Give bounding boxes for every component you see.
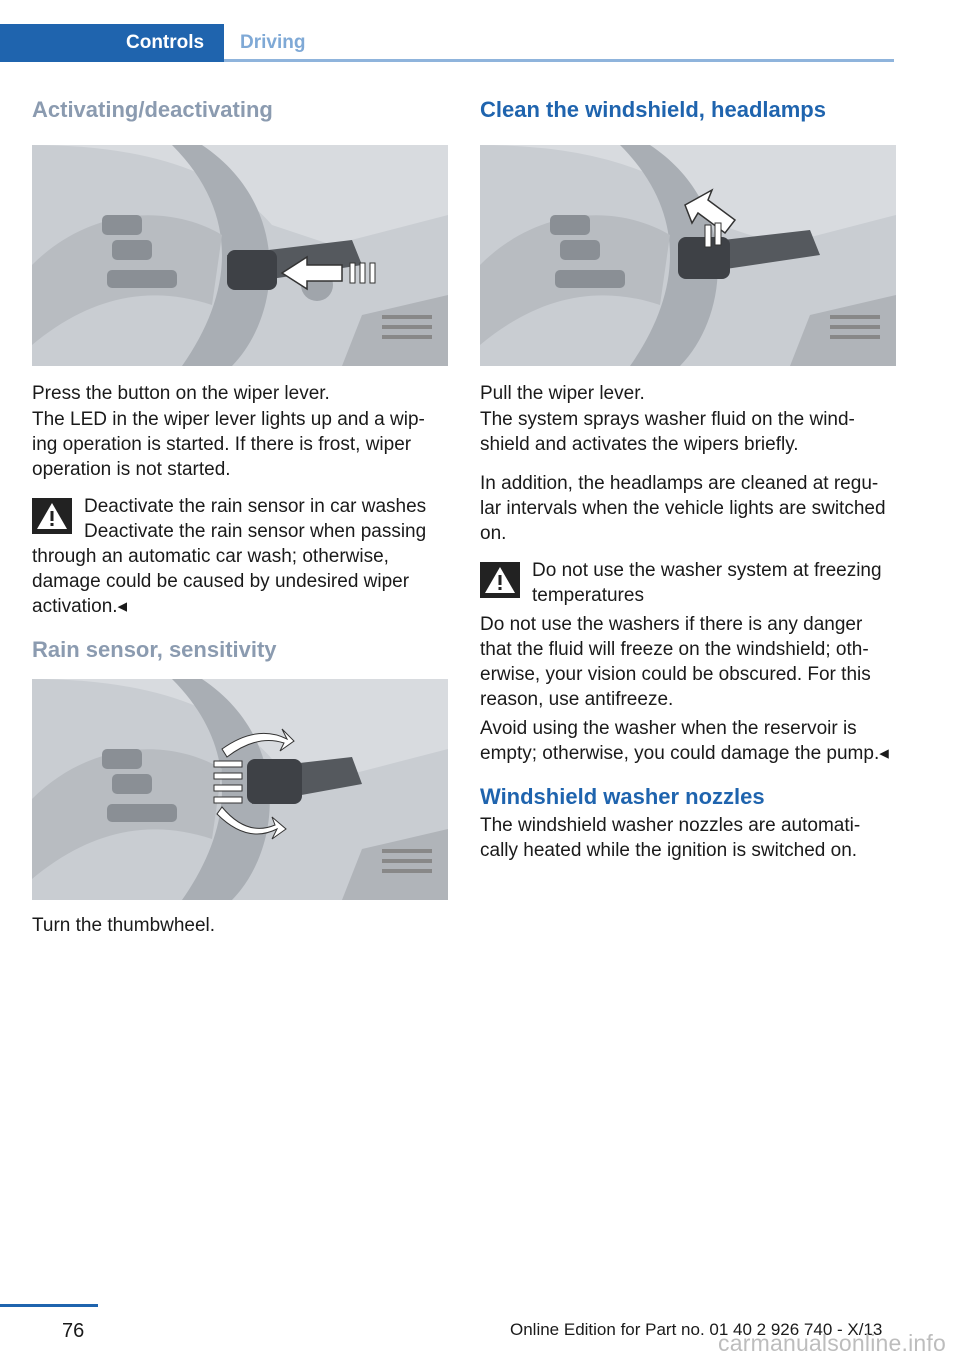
heading-clean-windshield: Clean the windshield, headlamps: [480, 97, 826, 122]
footer-rule: [0, 1304, 98, 1307]
watermark: carmanualsonline.info: [718, 1330, 946, 1356]
header-rule: [224, 59, 894, 62]
warning-body-reservoir: Avoid using the washer when the reservoir is empty; otherwise, you could damage the pump.◂: [480, 718, 889, 764]
warning-triangle-icon: [480, 562, 520, 598]
warning-freezing: [480, 558, 896, 608]
edition-note: Online Edition for Part no. 01 40 2 926 740 - X/13: [510, 1320, 883, 1339]
para-pull-lever: Pull the wiper lever.: [480, 383, 645, 404]
heading-washer-nozzles: Windshield washer nozzles: [480, 784, 765, 809]
para-press-button: Press the button on the wiper lever.: [32, 383, 330, 404]
warning-body-freeze: Do not use the washers if there is any danger that the fluid will freeze on the windshield; oth-erwise, your vision could be obscured. For this reason, use antifreeze.: [480, 614, 871, 710]
warning-title: Do not use the washer system at freezing temperatures: [532, 560, 882, 606]
header-tabs: [0, 24, 894, 62]
para-thumbwheel: Turn the thumbwheel.: [32, 915, 216, 936]
warning-car-wash: [32, 494, 448, 619]
right-column: [480, 96, 896, 863]
wiper-button-image: [32, 145, 448, 366]
left-column: [32, 96, 448, 938]
para-sprays: The system sprays washer fluid on the wind-shield and activates the wipers briefly.: [480, 409, 855, 455]
warning-title: Deactivate the rain sensor in car washes: [84, 496, 427, 517]
thumbwheel-image: [32, 679, 448, 900]
para-headlamps: In addition, the headlamps are cleaned at regu-lar intervals when the vehicle lights are switched on.: [480, 473, 886, 544]
heading-rain-sensor: Rain sensor, sensitivity: [32, 637, 277, 662]
warning-body: Deactivate the rain sensor when passing through an automatic car wash; otherwise, damage could be caused by undesired wiper activation.◂: [32, 521, 427, 617]
warning-triangle-icon: [32, 498, 72, 534]
heading-activating: Activating/deactivating: [32, 97, 273, 122]
tab-driving[interactable]: Driving: [240, 32, 306, 53]
para-led: The LED in the wiper lever lights up and a wip-ing operation is started. If there is frost, wiper operation is not started.: [32, 409, 425, 480]
para-nozzles: The windshield washer nozzles are automati-cally heated while the ignition is switched on.: [480, 815, 861, 861]
tab-controls[interactable]: Controls: [0, 24, 224, 62]
page-number: 76: [62, 1320, 85, 1342]
wiper-pull-image: [480, 145, 896, 366]
